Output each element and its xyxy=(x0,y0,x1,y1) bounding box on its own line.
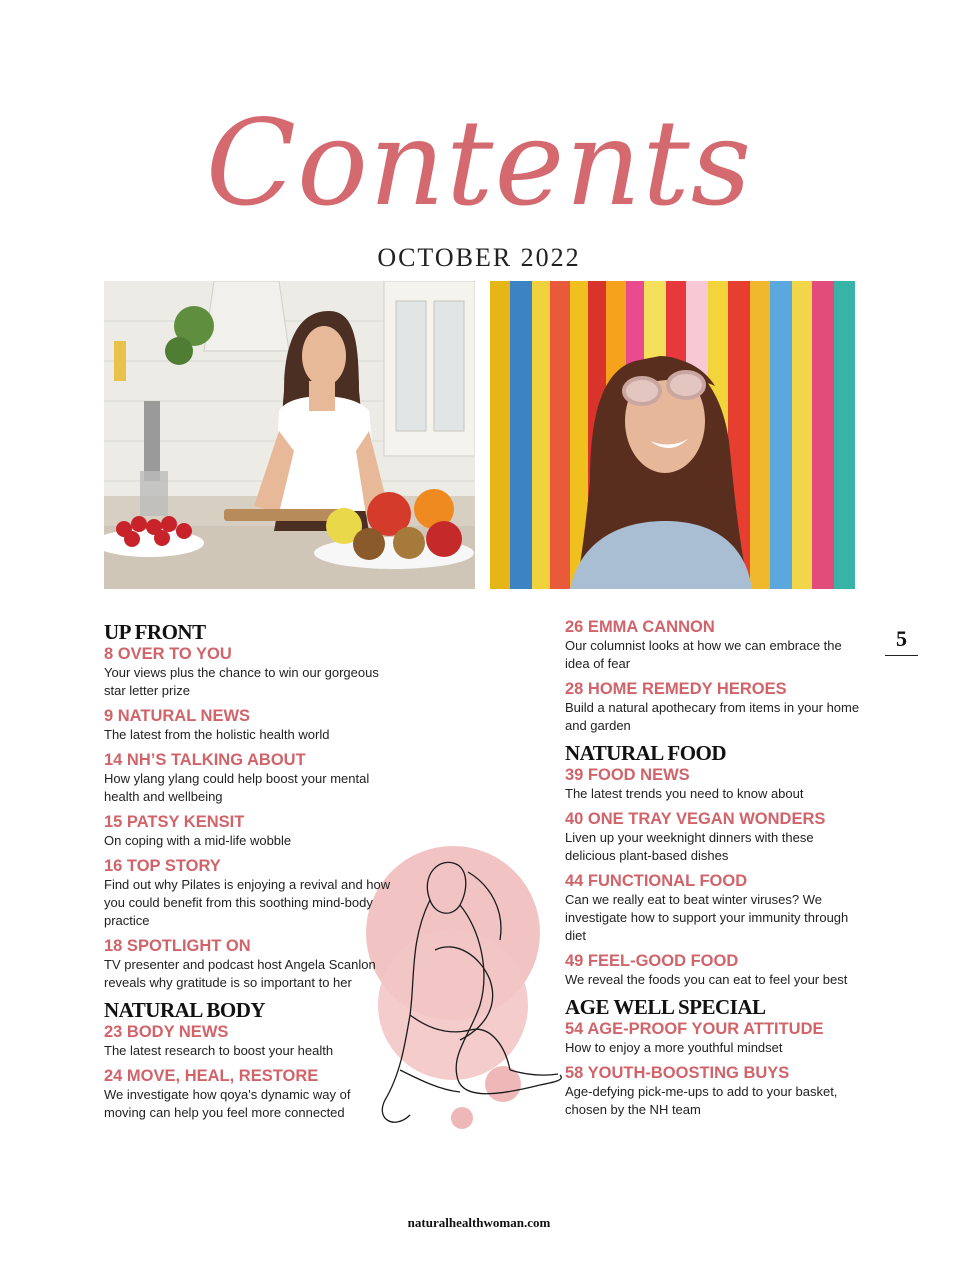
entry-desc: Find out why Pilates is enjoying a revival and how you could benefit from this soothing mind-body practice xyxy=(104,877,391,928)
entry-desc: How ylang ylang could help boost your mental health and wellbeing xyxy=(104,771,370,804)
entry-title: 9 NATURAL NEWS xyxy=(104,707,251,725)
section-age-well-special xyxy=(565,995,865,1119)
section-heading: NATURAL BODY xyxy=(104,998,266,1022)
footer-url: naturalhealthwoman.com xyxy=(407,1215,551,1230)
entry-desc: Age-defying pick-me-ups to add to your basket, chosen by the NH team xyxy=(565,1084,838,1117)
entry-desc: Build a natural apothecary from items in your home and garden xyxy=(565,700,860,733)
entry-title: 44 FUNCTIONAL FOOD xyxy=(565,872,748,890)
entry-title: 14 NH’S TALKING ABOUT xyxy=(104,751,306,769)
entry-desc: How to enjoy a more youthful mindset xyxy=(565,1040,783,1055)
issue-date: OCTOBER 2022 xyxy=(377,243,581,272)
entry-desc: We investigate how qoya's dynamic way of moving can help you feel more connected xyxy=(104,1087,351,1120)
entry-desc: The latest research to boost your health xyxy=(104,1043,334,1058)
entry-title: 26 EMMA CANNON xyxy=(565,618,715,636)
section-up-front xyxy=(104,620,394,992)
contents-left-column xyxy=(104,616,394,1128)
entry-title: 49 FEEL-GOOD FOOD xyxy=(565,952,739,970)
entry-title: 54 AGE-PROOF YOUR ATTITUDE xyxy=(565,1020,824,1038)
entry-desc: The latest from the holistic health world xyxy=(104,727,330,742)
entry-title: 58 YOUTH-BOOSTING BUYS xyxy=(565,1064,790,1082)
entry-desc: Can we really eat to beat winter viruses? We investigate how to support your immunity through diet xyxy=(565,892,849,943)
entry-desc: Our columnist looks at how we can embrace the idea of fear xyxy=(565,638,842,671)
colorful-wall-photo xyxy=(490,281,855,589)
section-heading: UP FRONT xyxy=(104,620,206,644)
section-continued xyxy=(565,617,865,735)
entry-title: 23 BODY NEWS xyxy=(104,1023,229,1041)
page-title: Contents xyxy=(205,94,753,232)
section-heading: AGE WELL SPECIAL xyxy=(565,995,766,1019)
entry-title: 16 TOP STORY xyxy=(104,857,221,875)
entry-title: 15 PATSY KENSIT xyxy=(104,813,245,831)
entry-title: 18 SPOTLIGHT ON xyxy=(104,937,251,955)
entry-desc: We reveal the foods you can eat to feel your best xyxy=(565,972,848,987)
entry-desc: On coping with a mid-life wobble xyxy=(104,833,292,848)
kitchen-photo xyxy=(104,281,475,589)
entry-desc: TV presenter and podcast host Angela Scanlon reveals why gratitude is so important to her xyxy=(104,957,376,990)
entry-desc: The latest trends you need to know about xyxy=(565,786,804,801)
entry-title: 39 FOOD NEWS xyxy=(565,766,690,784)
entry-title: 28 HOME REMEDY HEROES xyxy=(565,680,787,698)
section-heading: NATURAL FOOD xyxy=(565,741,727,765)
entry-title: 8 OVER TO YOU xyxy=(104,645,232,663)
page-number: 5 xyxy=(885,626,918,656)
section-natural-body xyxy=(104,998,394,1122)
section-natural-food xyxy=(565,741,865,989)
entry-desc: Your views plus the chance to win our gorgeous star letter prize xyxy=(104,665,379,698)
entry-desc: Liven up your weeknight dinners with these delicious plant-based dishes xyxy=(565,830,814,863)
entry-title: 40 ONE TRAY VEGAN WONDERS xyxy=(565,810,826,828)
contents-right-column xyxy=(565,617,865,1125)
entry-title: 24 MOVE, HEAL, RESTORE xyxy=(104,1067,319,1085)
